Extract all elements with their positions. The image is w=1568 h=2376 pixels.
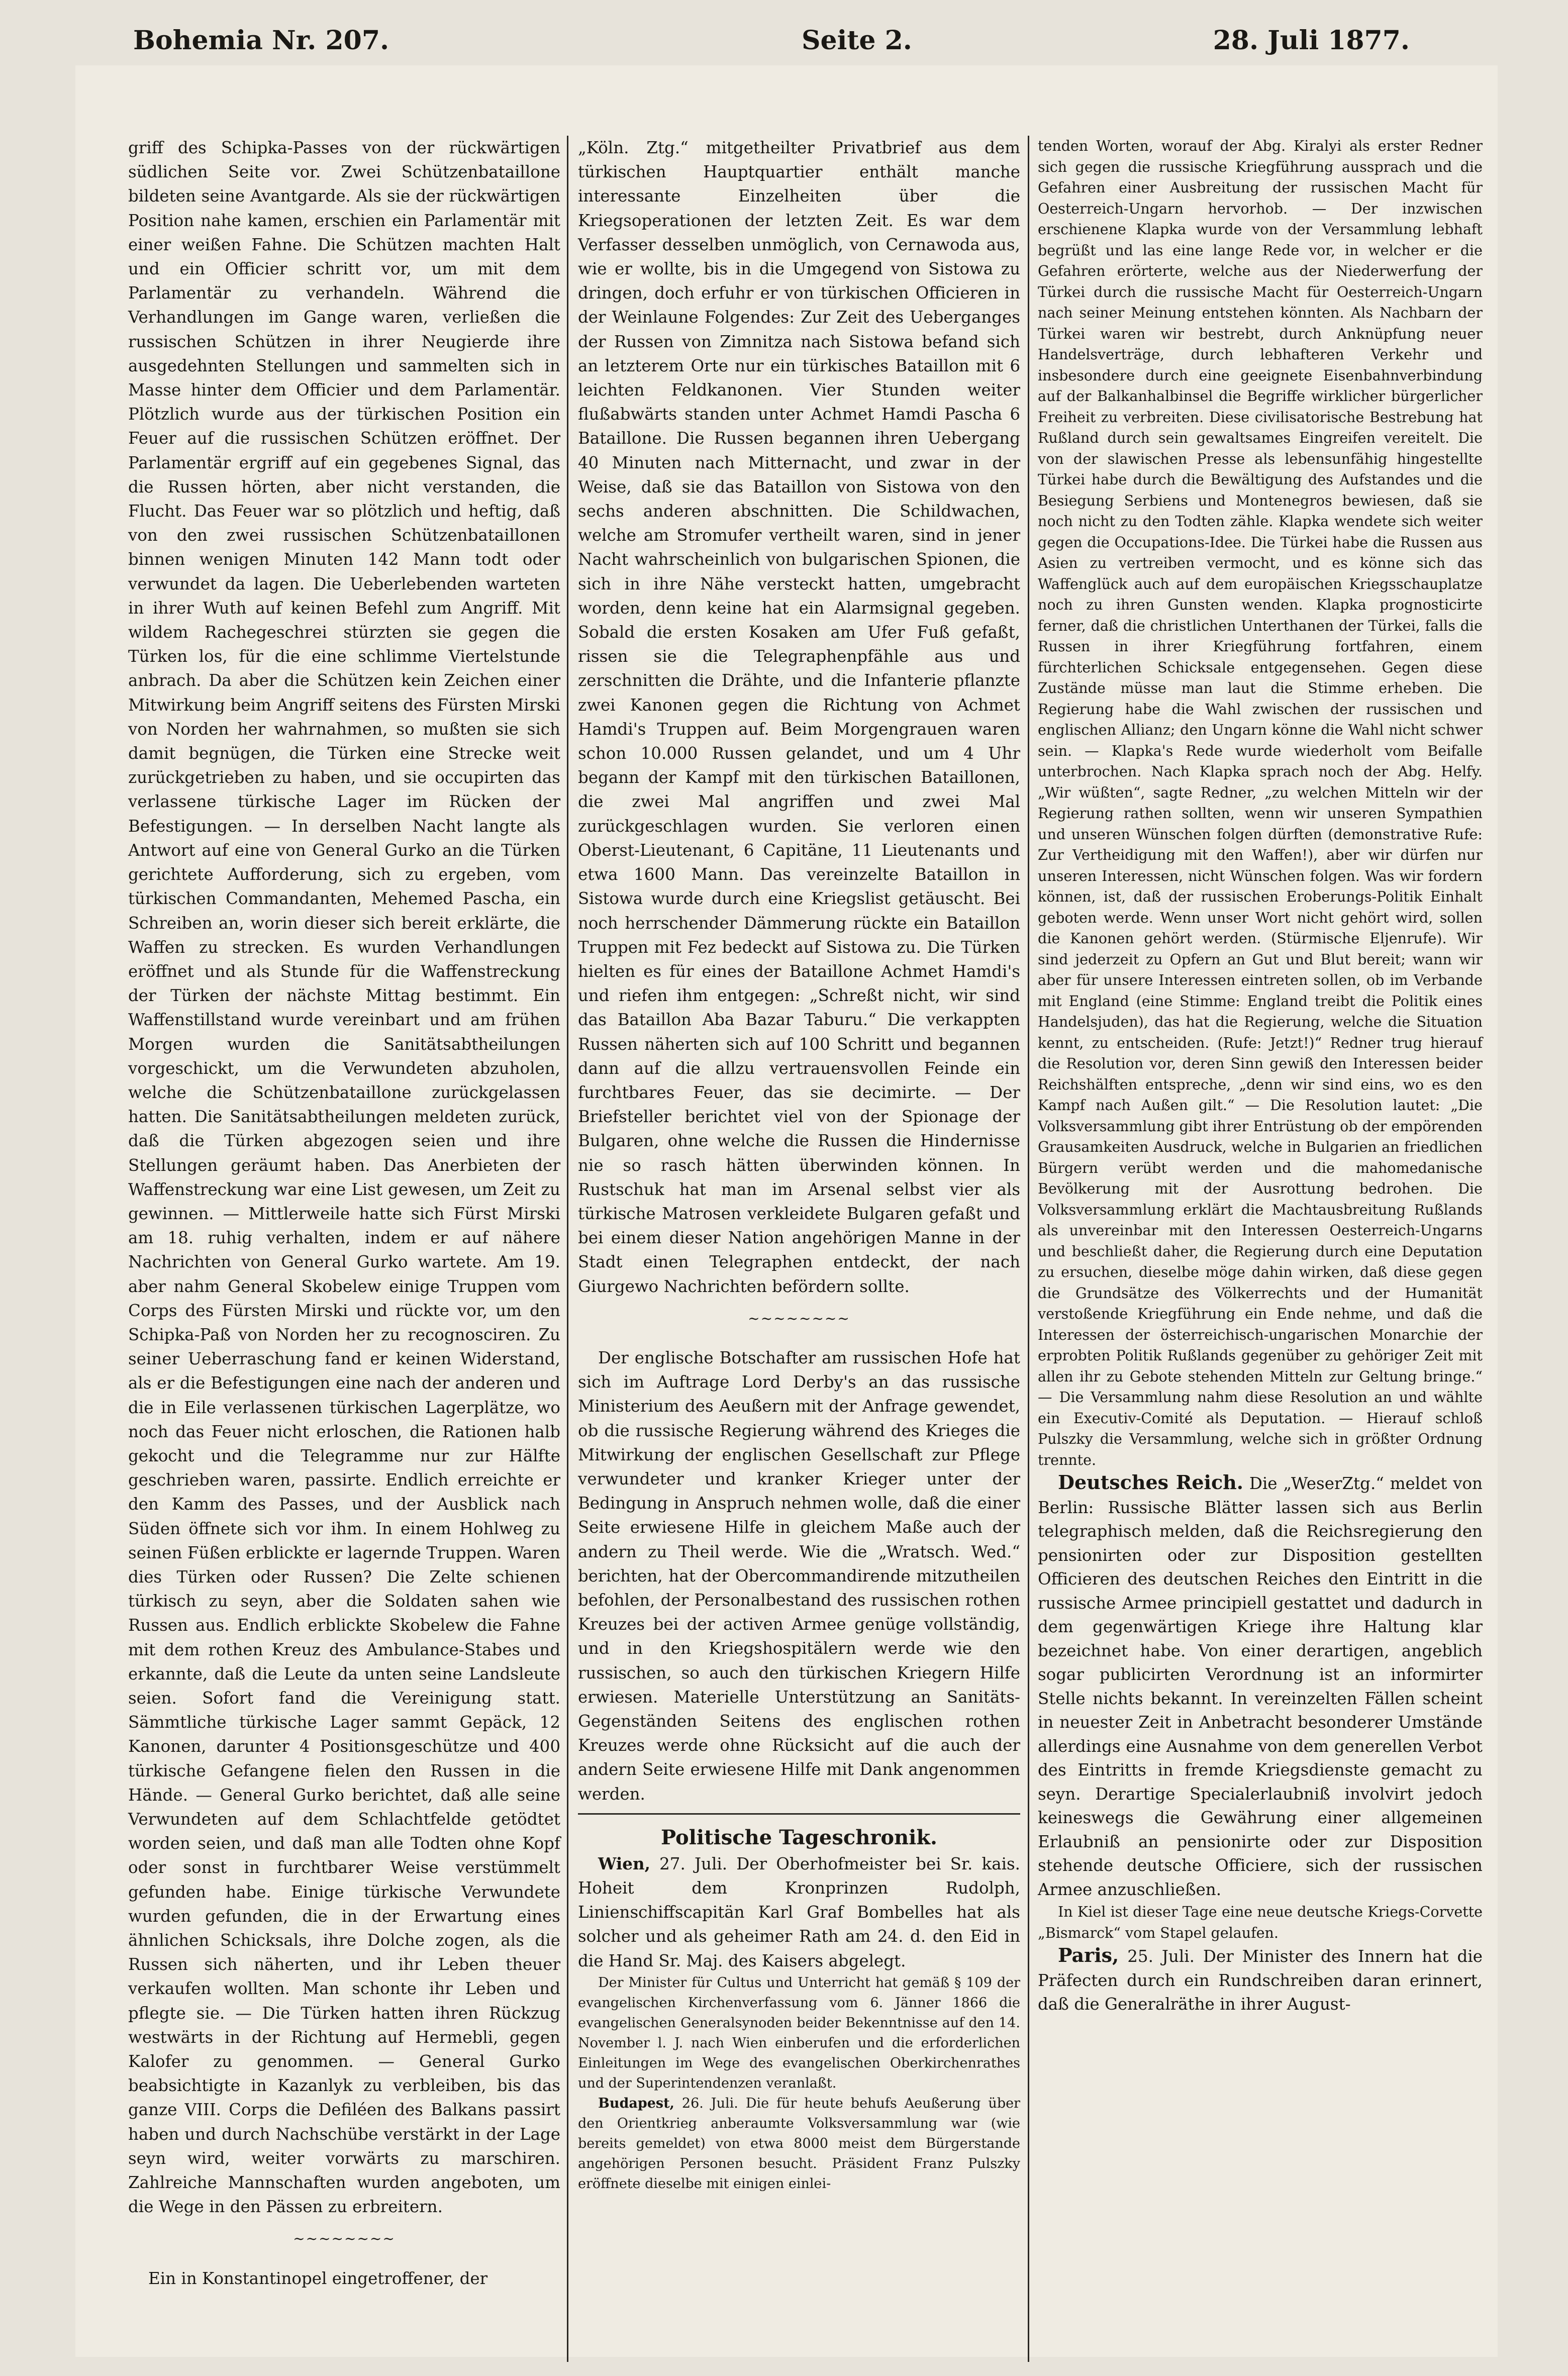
schipka-article: griff des Schipka-Passes von der rückwärtigen südlichen Seite vor. Zwei Schützenbataillone bildeten seine Avantgarde. Als sie der rückwärtigen Position nahe kamen, erschien ein Parlamentär mit einer weißen Fahne. Die Schützen machten Halt und ein Officier schritt vor, um mit dem Parlamentär zu verhandeln. Während die Verhandlungen im Gange waren, verließen die russischen Schützen in ihrer Neugierde ihre ausgedehnten Stellungen und sammelten sich in Masse hinter dem Officier und dem Parlamentär. Plötzlich wurde aus der türkischen Position ein Feuer auf die russischen Schützen eröffnet. Der Parlamentär ergriff auf ein gegebenes Signal, das die Russen hörten, aber nicht verstanden, die Flucht. Das Feuer war so plötzlich und heftig, daß von den zwei russischen Schützenbataillonen binnen wenigen Minuten 142 Mann todt oder verwundet da lagen. Die Ueberlebenden warteten in ihrer Wuth auf keinen Befehl zum Angriff. Mit wildem Rachegeschrei stürzten sie gegen die Türken los, für die eine schlimme Viertelstunde anbrach. Da aber die Schützen kein Zeichen einer Mitwirkung beim Angriff seitens des Fürsten Mirski von Norden her wahrnahmen, so mußten sie sich damit begnügen, die Türken eine Strecke weit zurückgetrieben zu haben, und sie occupirten das verlassene türkische Lager im Rücken der Befestigungen. — In derselben Nacht langte als Antwort auf eine von General Gurko an die Türken gerichtete Aufforderung, sich zu ergeben, vom türkischen Commandanten, Mehemed Pascha, ein Schreiben an, worin dieser sich bereit erklärte, die Waffen zu strecken. Es wurden Verhandlungen eröffnet und als Stunde für die Waffenstreckung der Türken der nächste Mittag bestimmt. Ein Waffenstillstand wurde vereinbart und am frühen Morgen wurden die Sanitätsabtheilungen vorgeschickt, um die Verwundeten abzuholen, welche die Schützenbataillone zurückgelassen hatten. Die Sanitätsabtheilungen meldeten zurück, daß die Türken abgezogen seien und ihre Stellungen geräumt haben. Das Anerbieten der Waffenstreckung war eine List gewesen, um Zeit zu gewinnen. — Mittlerweile hatte sich Fürst Mirski am 18. ruhig verhalten, indem er auf nähere Nachrichten von General Gurko wartete. Am 19. aber nahm General Skobelew einige Truppen vom Corps des Fürsten Mirski und rückte vor, um den Schipka-Paß von Norden her zu recognosciren. Zu seiner Ueberraschung fand er keinen Widerstand, als er die Befestigungen eine nach der anderen und die in Eile verlassenen türkischen Lagerplätze, wo noch das Feuer nicht erloschen, die Rationen halb gekocht und die Telegramme nur zur Hälfte geschrieben waren, passirte. Endlich erreichte er den Kamm des Passes, und der Ausblick nach Süden öffnete sich vor ihm. In einem Hohlweg zu seinen Füßen erblickte er lagernde Truppen. Waren dies Türken oder Russen? Die Zelte schienen türkisch zu seyn, aber die Soldaten sahen wie Russen aus. Endlich erblickte Skobelew die Fahne mit dem rothen Kreuz des Ambulance-Stabes und erkannte, daß die Leute da unten seine Landsleute seien. Sofort fand die Vereinigung statt. Sämmtliche türkische Lager sammt Gepäck, 12 Kanonen, darunter 4 Positionsgeschütze und 400 türkische Gefangene fielen den Russen in die Hände. — General Gurko berichtet, daß alle seine Verwundeten auf dem Schlachtfelde getödtet worden seien, und daß man alle Todten ohne Kopf oder sonst in furchtbarer Weise verstümmelt gefunden habe. Einige türkische Verwundete wurden gefunden, die in der Erwartung eines ähnlichen Schicksals, ihre Dolche zogen, als die Russen sich näherten, und ihr Leben theuer verkaufen wollten. Man schonte ihr Leben und pflegte sie. — Die Türken hatten ihren Rückzug westwärts in der Richtung auf Hermebli, gegen Kalofer zu genommen. — General Gurko beabsichtigte in Kazanlyk zu verbleiben, bis das ganze VIII. Corps die Defiléen des Balkans passirt haben und durch Nachschübe verstärkt in der Lage seyn wird, weiter vorwärts zu marschiren. Zahlreiche Mannschaften wurden angeboten, um die Wege in den Pässen zu erbreitern. — [128, 138, 560, 2217]
column-rule-2 — [1028, 136, 1029, 2362]
column-3 — [1038, 136, 1483, 2017]
paper-issue: Bohemia Nr. 207. — [133, 25, 389, 56]
paris-text: 25. Juli. Der Minister des Innern hat die Präfecten durch ein Rundschreiben daran erinnert, daß die Generalräthe in ihrer August- — [1038, 1947, 1483, 2014]
column-1 — [128, 136, 560, 2291]
konstantinopel-article-start: Ein in Konstantinopel eingetroffener, der — [148, 2268, 488, 2288]
dateline-wien: Wien, — [598, 1853, 650, 1873]
dateline-budapest: Budapest, — [598, 2095, 674, 2111]
page-header — [58, 15, 1480, 60]
budapest-continued: tenden Worten, worauf der Abg. Kiralyi als erster Redner sich gegen die russische Kriegführung aussprach und die Gefahren einer Ausbreitung der russischen Macht für Oesterreich-Ungarn hervorhob. — Der inzwischen erschienene Klapka wurde von der Versammlung lebhaft begrüßt und las eine lange Rede vor, in welcher er die Gefahren erörterte, welche aus der Niederwerfung der Türkei durch die russische Macht für Oesterreich-Ungarn nach seiner Meinung entstehen könnten. Als Nachbarn der Türkei waren wir bestrebt, durch Anknüpfung neuer Handelsverträge, durch lebhafteren Verkehr und insbesondere durch eine geeignete Eisenbahnverbindung auf der Balkanhalbinsel die Begriffe wirklicher bürgerlicher Freiheit zu verbreiten. Diese civilisatorische Bestrebung hat Rußland durch sein gewaltsames Eingreifen vereitelt. Die von der slawischen Presse als lebensunfähig hingestellte Türkei habe durch die Bewältigung des Aufstandes und die Besiegung Serbiens und Montenegros bewiesen, daß sie noch nicht zu den Todten zähle. Klapka wendete sich weiter gegen die Occupations-Idee. Die Türkei habe die Russen aus Asien zu vertreiben vermocht, und es könne sich das Waffenglück auch auf dem europäischen Kriegsschauplatze noch zu ihren Gunsten wenden. Klapka prognosticirte ferner, daß die christlichen Unterthanen der Türkei, falls die Russen in ihrer Kriegführung fortfahren, einem fürchterlichen Schicksale entgegensehen. Gegen diese Zustände müsse man laut die Stimme erheben. Die Regierung habe die Wahl zwischen der russischen und englischen Allianz; den Ungarn könne die Wahl nicht schwer sein. — Klapka's Rede wurde wiederholt vom Beifalle unterbrochen. Nach Klapka sprach noch der Abg. Helfy. „Wir wüßten“, sagte Redner, „zu welchen Mitteln wir der Regierung rathen sollten, wenn wir unseren Sympathien und unseren Wünschen folgen dürften (demonstrative Rufe: Zur Vertheidigung mit den Waffen!), aber wir dürfen nur unseren Interessen, nicht Wünschen folgen. Was wir fordern können, ist, daß der russischen Eroberungs-Politik Einhalt geboten werde. Wenn unser Wort nicht gehört wird, sollen die Kanonen gehört werden. (Stürmische Eljenrufe). Wir sind jederzeit zu Opfern an Gut und Blut bereit; wann wir aber für unsere Interessen eintreten sollen, ob im Verbande mit England (eine Stimme: England treibt die Politik eines Handelsjuden), das hat die Regierung, welche die Situation kennt, zu entscheiden. (Rufe: Jetzt!)“ Redner trug hierauf die Resolution vor, deren Sinn gewiß den Interessen beider Reichshälften entspreche, „denn wir sind eins, wo es den Kampf nach Außen gilt.“ — Die Resolution lautet: „Die Volksversammlung gibt ihrer Entrüstung ob der empörenden Grausamkeiten Ausdruck, welche in Bulgarien an friedlichen Bürgern verübt werden und die mahomedanische Bevölkerung mit der Ausrottung bedrohen. Die Volksversammlung erklärt die Machtausbreitung Rußlands als unvereinbar mit den Interessen Oesterreich-Ungarns und beschließt daher, die Regierung durch eine Deputation zu ersuchen, dieselbe möge dahin wirken, daß diese gegen die Grundsätze des Völkerrechts und der Humanität verstoßende Kriegführung ein Ende nehme, und daß die Interessen der österreichisch-ungarischen Monarchie der erprobten Politik Rußlands gegenüber zu gehöriger Zeit mit allen ihr zu Gebote stehenden Mitteln zur Geltung bringe.“ — Die Versammlung nahm diese Resolution an und wählte ein Executiv-Comité als Deputation. — Hierauf schloß Pulszky die Versammlung, welche sich in größter Ordnung trennte. — [1038, 138, 1483, 1468]
budapest-report — [578, 2094, 1020, 2194]
deutsches-reich-report — [1038, 1470, 1483, 1902]
dateline-paris: Paris, — [1058, 1944, 1119, 1966]
koeln-ztg-article: „Köln. Ztg.“ mitgetheilter Privatbrief aus dem türkischen Hauptquartier enthält manche interessante Einzelheiten über die Kriegsoperationen der letzten Zeit. Es war dem Verfasser desselben unmöglich, von Cernawoda aus, wie er wollte, bis in die Umgegend von Sistowa zu dringen, doch erfuhr er von türkischen Officieren in der Weinlaune Folgendes: Zur Zeit des Ueberganges der Russen von Zimnitza nach Sistowa befand sich an letzterem Orte nur ein türkisches Bataillon mit 6 leichten Feldkanonen. Vier Stunden weiter flußabwärts standen unter Achmet Hamdi Pascha 6 Bataillone. Die Russen begannen ihren Uebergang 40 Minuten nach Mitternacht, und zwar in der Weise, daß sie das Bataillon von Sistowa von den sechs anderen abschnitten. Die Schildwachen, welche am Stromufer vertheilt waren, sind in jener Nacht wahrscheinlich von bulgarischen Spionen, die sich in ihre Nähe versteckt hatten, umgebracht worden, denn keine hat ein Alarmsignal gegeben. Sobald die ersten Kosaken am Ufer Fuß gefaßt, rissen sie die Telegraphenpfähle aus und zerschnitten die Drähte, und die Infanterie pflanzte zwei Kanonen gegen die Richtung von Achmet Hamdi's Truppen auf. Beim Morgengrauen waren schon 10.000 Russen gelandet, und um 4 Uhr begann der Kampf mit den türkischen Bataillonen, die zwei Mal angriffen und zwei Mal zurückgeschlagen wurden. Sie verloren einen Oberst-Lieutenant, 6 Capitäne, 11 Lieutenants und etwa 1600 Mann. Das vereinzelte Bataillon in Sistowa wurde durch eine Kriegslist getäuscht. Bei noch herrschender Dämmerung rückte ein Bataillon Truppen mit Fez bedeckt auf Sistowa zu. Die Türken hielten es für eines der Bataillone Achmet Hamdi's und riefen ihm entgegen: „Schreßt nicht, wir sind das Bataillon Aba Bazar Taburu.“ Die verkappten Russen näherten sich auf 100 Schritt und begannen dann auf die allzu vertrauensvollen Feinde ein furchtbares Feuer, das sie decimirte. — Der Briefsteller berichtet viel von der Spionage der Bulgaren, ohne welche die Russen die Hindernisse nie so rasch hätten überwinden können. In Rustschuk hat man im Arsenal selbst vier als türkische Matrosen verkleidete Bulgaren gefaßt und bei einem dieser Nation angehörigen Manne in der Stadt einen Telegraphen entdeckt, der nach Giurgewo Nachrichten befördern sollte. — [578, 138, 1020, 1296]
budapest-text: 26. Juli. Die für heute behufs Aeußerung über den Orientkrieg anberaumte Volksversammlung war (wie bereits gemeldet) von etwa 8000 meist dem Bürgerstande angehörigen Personen besucht. Präsident Franz Pulszky eröffnete dieselbe mit einigen einlei- — [578, 2095, 1020, 2192]
minister-notice: Der Minister für Cultus und Unterricht hat gemäß § 109 der evangelischen Kirchenverfassung vom 6. Jänner 1866 die evangelischen Generalsynoden beider Bekenntnisse auf den 14. November l. J. nach Wien einberufen und die erforderlichen Einleitungen im Wege des evangelischen Oberkirchenrathes und der Superintendenzen veranlaßt. — [578, 1974, 1020, 2091]
page-number: Seite 2. — [802, 25, 912, 56]
paris-report — [1038, 1943, 1483, 2017]
kiel-notice: In Kiel ist dieser Tage eine neue deutsche Kriegs-Corvette „Bismarck“ vom Stapel gelaufen. — [1038, 1904, 1483, 1941]
column-rule-1 — [567, 136, 568, 2362]
section-heading: Politische Tageschronik. — [578, 1813, 1020, 1852]
column-2 — [578, 136, 1020, 2194]
article-separator: ~~~~~~~~ — [748, 1310, 850, 1327]
article-separator: ~~~~~~~~ — [293, 2230, 396, 2247]
wien-text: 27. Juli. Der Oberhofmeister bei Sr. kais. Hoheit dem Kronprinzen Rudolph, Linienschiffscapitän Karl Graf Bombelles hat als solcher und als geheimer Rath am 24. d. den Eid in die Hand Sr. Maj. des Kaisers abgelegt. — [578, 1854, 1020, 1970]
dateline-deutsches-reich: Deutsches Reich. — [1058, 1471, 1243, 1494]
wien-report — [578, 1852, 1020, 1973]
deutsches-reich-text: Die „WeserZtg.“ meldet von Berlin: Russische Blätter lassen sich aus Berlin telegraphisch melden, daß die Reichsregierung den pensionirten oder zur Disposition gestellten Officieren des deutschen Reiches den Eintritt in die russische Armee principiell gestattet und dadurch in dem gegenwärtigen Kriege ihre Haltung klar bezeichnet habe. Von einer derartigen, angeblich sogar publicirten Verordnung ist an informirter Stelle nichts bekannt. In vereinzelten Fällen scheint in neuester Zeit in Anbetracht besonderer Umstände allerdings eine Ausnahme von dem generellen Verbot des Eintritts in fremde Kriegsdienste gemacht zu seyn. Derartige Specialerlaubniß involvirt jedoch keineswegs die Gewährung einer allgemeinen Erlaubniß an pensionirte oder zur Disposition stehende deutsche Officiere, sich der russischen Armee anzuschließen. — [1038, 1474, 1483, 1899]
english-ambassador-article: Der englische Botschafter am russischen Hofe hat sich im Auftrage Lord Derby's an das russische Ministerium des Aeußern mit der Anfrage gewendet, ob die russische Regierung während des Krieges die Mitwirkung der englischen Gesellschaft zur Pflege verwundeter und kranker Krieger unter der Bedingung in Anspruch nehmen wolle, daß die einer Seite erwiesene Hilfe in gleichem Maße auch der andern zu Theil werde. Wie die „Wratsch. Wed.“ berichten, hat der Obercommandirende mitzutheilen befohlen, der Personalbestand des russischen rothen Kreuzes bei der activen Armee genüge vollständig, und in den Kriegshospitälern werde wie den russischen, so auch den türkischen Kriegern Hilfe erwiesen. Materielle Unterstützung an Sanitäts-Gegenständen Seitens des englischen rothen Kreuzes werde ohne Rücksicht auf die auch der andern Seite erwiesene Hilfe mit Dank angenommen werden. — [578, 1348, 1020, 1804]
issue-date: 28. Juli 1877. — [1213, 25, 1410, 56]
